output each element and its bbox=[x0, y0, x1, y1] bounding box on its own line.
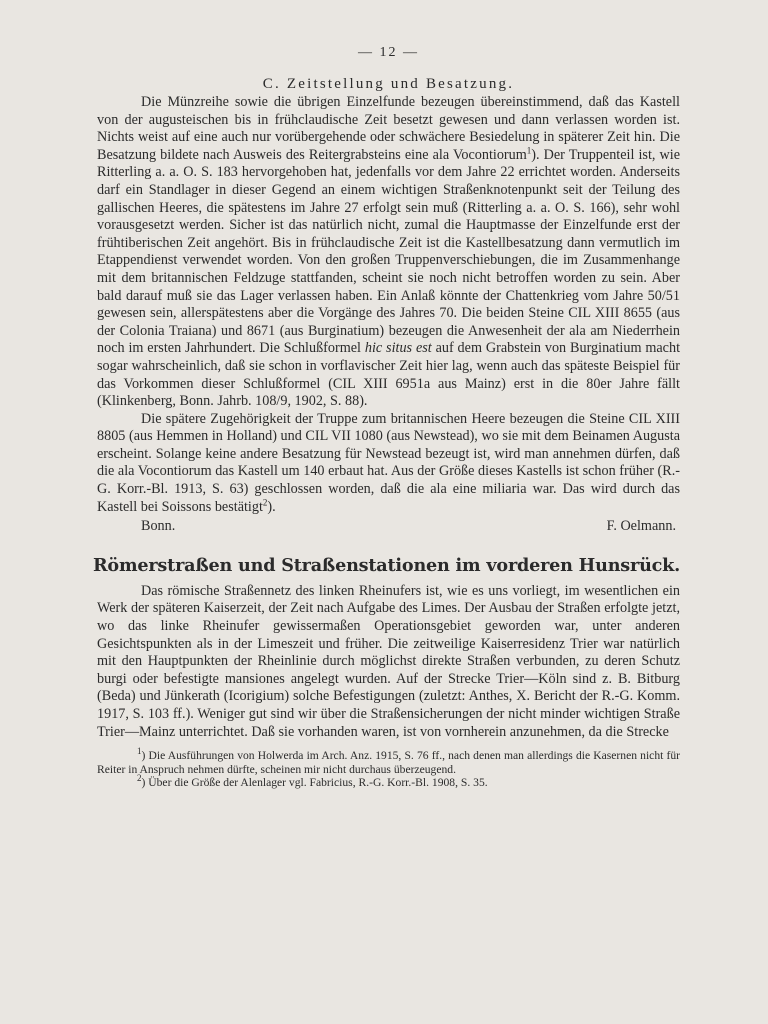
article-title: Römerstraßen und Straßenstationen im vorderen Hunsrück. bbox=[93, 554, 681, 576]
section-paragraph-1 bbox=[97, 94, 680, 411]
footnote-1 bbox=[97, 746, 680, 776]
paragraph-text: auf dem Grabstein von Burginatium macht sogar wahrscheinlich, daß sie schon in vorflavischer Zeit hier lag, wenn auch das späteste Beispiel für das Vorkommen dieser Schlußformel (CIL XIII 6951a aus Mainz) erst in die 80er Jahre fällt (Klinkenberg, Bonn. Jahrb. 108/9, 1902, S. 88). bbox=[97, 340, 681, 410]
article-paragraph-1: Das römische Straßennetz des linken Rheinufers ist, wie es uns vorliegt, im wesentlichen ein Werk der späteren Kaiserzeit, der Zeit nach Aufgabe des Limes. Der Ausbau der Straßen erfolgte jetzt, wo das linke Rheinufer gewissermaßen Operationsgebiet geworden war, unter anderen Gesichtspunkten als in der Limeszeit und früher. Die zeitweilige Kaiserresidenz Trier war natürlich mit den Hauptpunkten der Rheinlinie durch möglichst direkte Straßen verbunden, zu deren Schutz burgi oder befestigte mansiones angelegt wurden. Auf der Strecke Trier—Köln sind z. B. Bitburg (Beda) und Jünkerath (Icorigium) solche Befestigungen (zuletzt: Anthes, X. Bericht der R.-G. Komm. 1917, S. 103 ff.). Weniger gut sind wir über die Straßensicherungen der nicht minder wichtigen Straße Trier—Mainz unterrichtet. Daß sie vorhanden waren, ist von vornherein anzunehmen, da die Strecke bbox=[97, 582, 680, 740]
footnotes bbox=[97, 746, 680, 789]
signature-line bbox=[97, 518, 680, 536]
footnote-mark: 2 bbox=[137, 773, 142, 784]
footnote-2 bbox=[97, 773, 680, 789]
signature-author: F. Oelmann. bbox=[606, 518, 676, 535]
paragraph-text: ). bbox=[267, 498, 276, 515]
footnote-mark: 1 bbox=[137, 746, 142, 757]
footnote-text: ) Über die Größe der Alenlager vgl. Fabricius, R.-G. Korr.-Bl. 1908, S. 35. bbox=[141, 776, 488, 789]
footnote-ref-2[interactable]: 2 bbox=[262, 496, 268, 507]
footnote-text: ) Die Ausführungen von Holwerda im Arch. Anz. 1915, S. 76 ff., nach denen man allerdings die Kasernen nicht für Reiter in Anspruch nehmen dürfte, scheinen mir nicht durchaus überzeugend. bbox=[97, 749, 680, 776]
section-paragraph-2 bbox=[97, 411, 680, 517]
signature-place: Bonn. bbox=[141, 518, 176, 535]
paragraph-text: ). Der Truppenteil ist, wie Ritterling a. a. O. S. 183 hervorgehoben hat, jedenfalls vor dem Jahre 22 errichtet worden. Anderseits darf ein Standlager in dieser Gegend an einem wichtigen Straßenknotenpunkt seit der Teilung des gallischen Heeres, die spätestens im Jahre 27 erfolgt sein muß (Ritterling a. a. O. S. 166), sehr wohl vorausgesetzt werden. Sicher ist das natürlich nicht, zumal die Hauptmasse der Einzelfunde erst der frühtiberischen Zeit angehört. Bis in frühclaudische Zeit ist die Kastellbesatzung dann vermutlich im Etappendienst verwendet worden. Von den großen Truppenverschiebungen, die im Zusammenhange mit dem britannischen Feldzuge stattfanden, scheint sie noch nicht betroffen worden zu sein. Aber bald darauf muß sie das Lager verlassen haben. Ein Anlaß könnte der Chattenkrieg vom Jahre 50/51 gewesen sein, allerspätestens aber die Vorgänge des Jahres 70. Die beiden Steine CIL XIII 8655 (aus der Colonia Traiana) und 8671 (aus Burginatium) bezeugen die Anwesenheit der ala am Niederrhein noch im ersten Jahrhundert. Die Schlußformel bbox=[97, 146, 680, 357]
paragraph-text: Die spätere Zugehörigkeit der Truppe zum britannischen Heere bezeugen die Steine CIL XIII 8805 (aus Hemmen in Holland) und CIL VII 1080 (aus Newstead), wo sie mit dem Beinamen Augusta erscheint. Solange keine andere Besatzung für Newstead bezeugt ist, wird man annehmen dürfen, daß die ala Vocontiorum das Kastell um 140 erbaut hat. Aus der Größe dieses Kastells ist schon früher (R.-G. Korr.-Bl. 1913, S. 63) geschlossen worden, daß die ala eine miliaria war. Das wird durch das Kastell bei Soissons bestätigt bbox=[97, 410, 680, 515]
page-content bbox=[93, 44, 681, 789]
latin-formula: hic situs est bbox=[364, 340, 432, 357]
section-divider bbox=[97, 546, 680, 547]
page-number: — 12 — bbox=[358, 45, 419, 60]
footnote-ref-1[interactable]: 1 bbox=[526, 145, 532, 156]
paragraph-text: Die Münzreihe sowie die übrigen Einzelfunde bezeugen übereinstimmend, daß das Kastell von der augusteischen bis in frühclaudische Zeit besetzt gewesen und dann verlassen worden ist. Nichts weist auf eine auch nur vorübergehende oder schwächere Besiedelung in späterer Zeit hin. Die Besatzung bildete nach Ausweis des Reitergrabsteins eine ala Vocontiorum bbox=[97, 94, 680, 163]
section-heading: C. Zeitstellung und Besatzung. bbox=[262, 76, 515, 92]
